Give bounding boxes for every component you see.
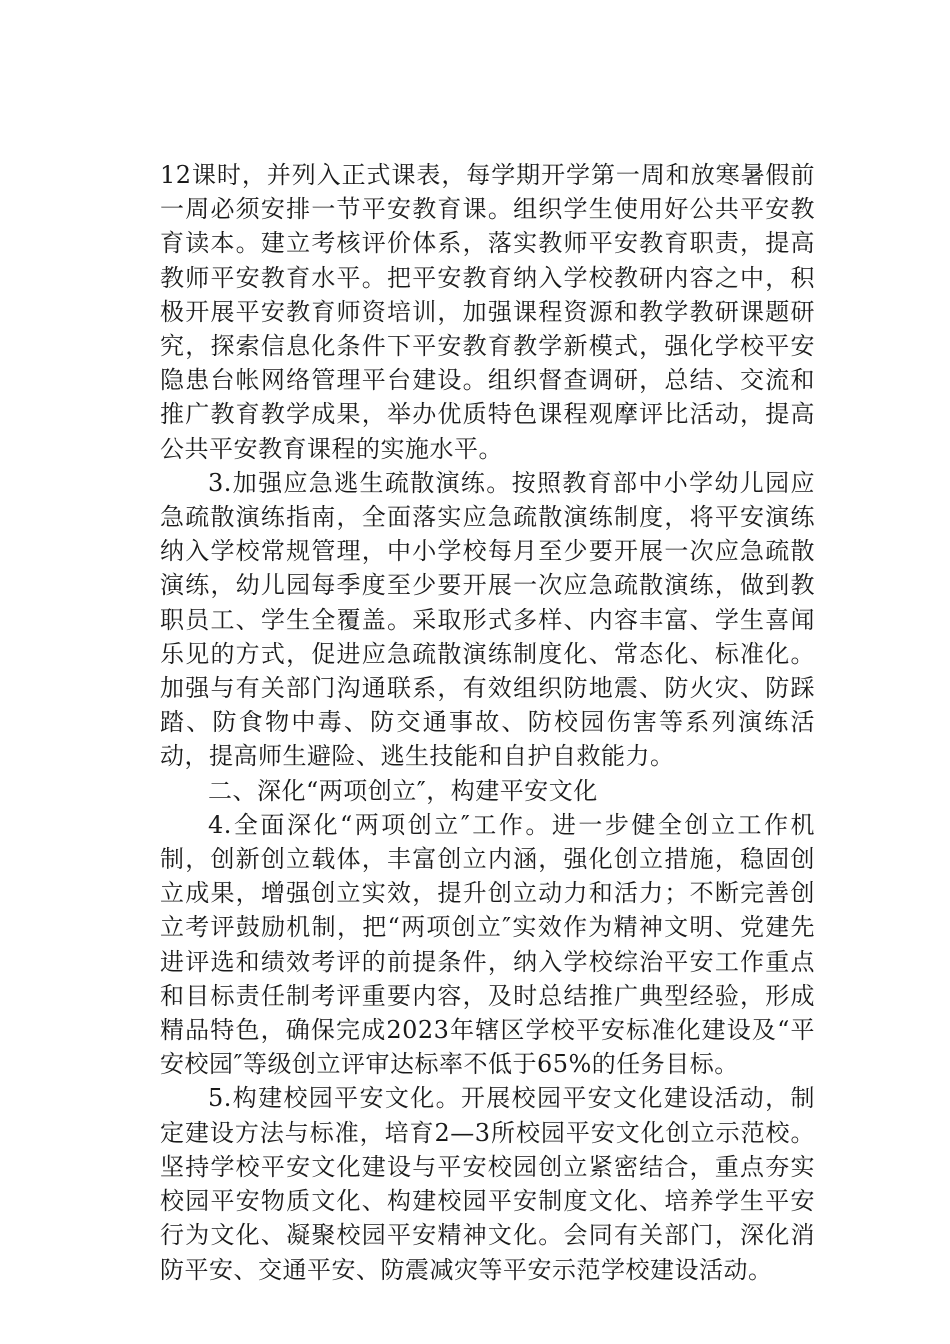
paragraph-item-5: 5.构建校园平安文化。开展校园平安文化建设活动，制定建设方法与标准，培育2—3所校园平安文化创立示范校。坚持学校平安文化建设与平安校园创立紧密结合，重点夯实校园平安物质文化、构建校园平安制度文化、培养学生平安行为文化、凝聚校园平安精神文化。会同有关部门，深化消防平安、交通平安、防震减灾等平安示范学校建设活动。 — [160, 1084, 815, 1284]
paragraph-continuation: 12课时，并列入正式课表，每学期开学第一周和放寒暑假前一周必须安排一节平安教育课。组织学生使用好公共平安教育读本。建立考核评价体系，落实教师平安教育职责，提高教师平安教育水平。把平安教育纳入学校教研内容之中，积极开展平安教育师资培训，加强课程资源和教学教研课题研究，探索信息化条件下平安教育教学新模式，强化学校平安隐患台帐网络管理平台建设。组织督查调研，总结、交流和推广教育教学成果，举办优质特色课程观摩评比活动，提高公共平安教育课程的实施水平。 — [160, 161, 815, 463]
paragraph-item-3: 3.加强应急逃生疏散演练。按照教育部中小学幼儿园应急疏散演练指南，全面落实应急疏散演练制度，将平安演练纳入学校常规管理，中小学校每月至少要开展一次应急疏散演练，幼儿园每季度至少要开展一次应急疏散演练，做到教职员工、学生全覆盖。采取形式多样、内容丰富、学生喜闻乐见的方式，促进应急疏散演练制度化、常态化、标准化。加强与有关部门沟通联系，有效组织防地震、防火灾、防踩踏、防食物中毒、防交通事故、防校园伤害等系列演练活动，提高师生避险、逃生技能和自护自救能力。 — [160, 468, 815, 771]
paragraph-item-4: 4.全面深化“两项创立″工作。进一步健全创立工作机制，创新创立载体，丰富创立内涵，强化创立措施，稳固创立成果，增强创立实效，提升创立动力和活力；不断完善创立考评鼓励机制，把“两项创立″实效作为精神文明、党建先进评选和绩效考评的前提条件，纳入学校综治平安工作重点和目标责任制考评重要内容，及时总结推广典型经验，形成精品特色，确保完成2023年辖区学校平安标准化建设及“平安校园″等级创立评审达标率不低于65%的任务目标。 — [160, 810, 815, 1079]
document-body — [160, 158, 815, 1287]
section-heading-2: 二、深化“两项创立″，构建平安文化 — [208, 776, 598, 805]
